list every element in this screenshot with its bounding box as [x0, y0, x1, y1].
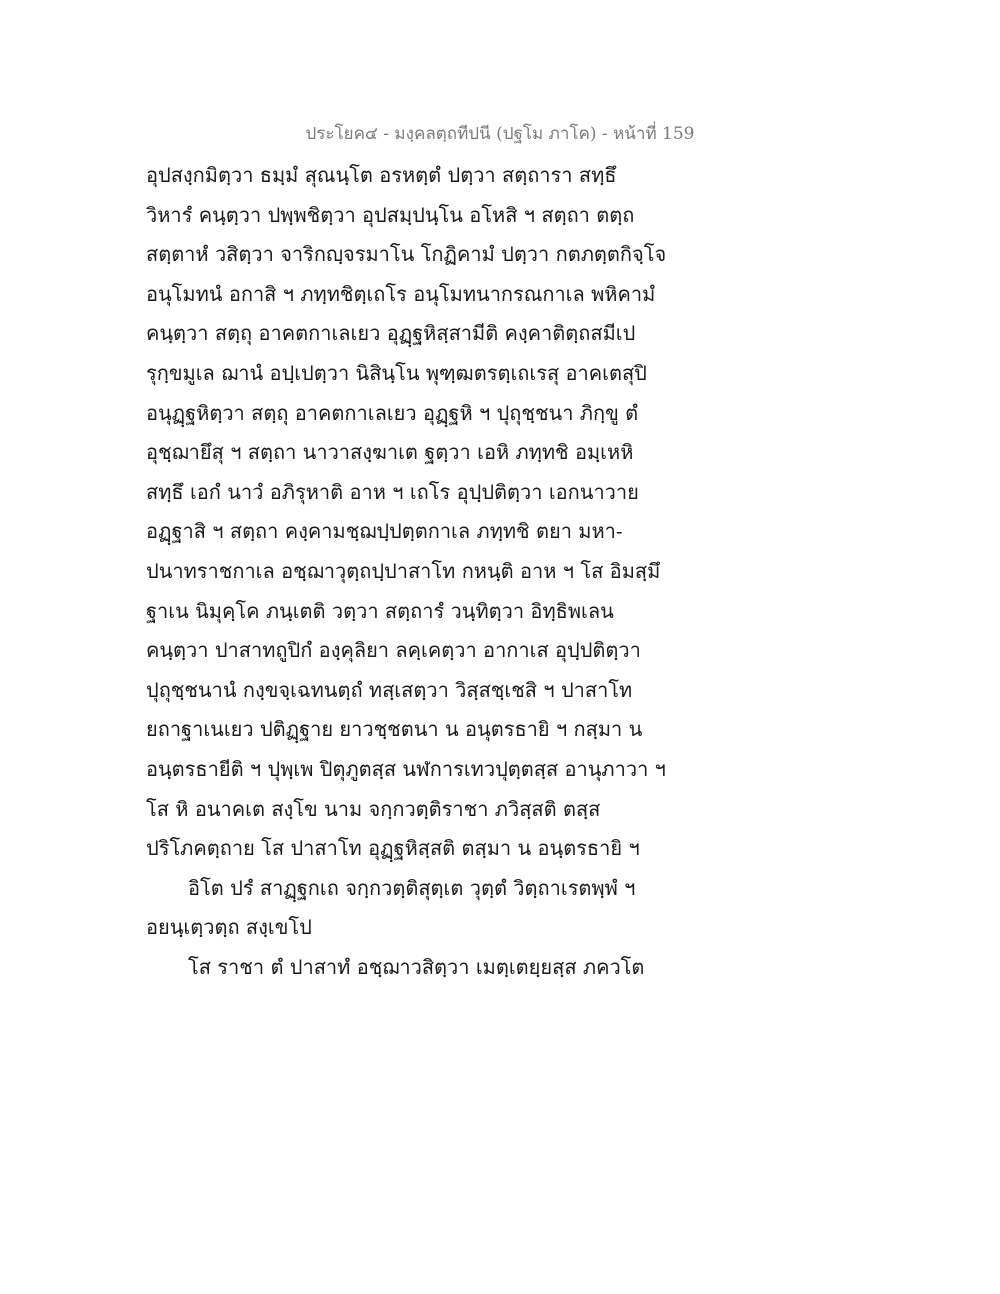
- text-line: สตฺตาหํ วสิตฺวา จาริกญฺจรมาโน โกฏิคามํ ปตฺวา กตภตฺตกิจฺโจ: [146, 242, 667, 267]
- text-line: คนฺตฺวา สตฺถุ อาคตกาเลเยว อุฏฺฐหิสฺสามีติ คงฺคาติตฺถสมีเป: [146, 321, 636, 346]
- text-line: อนฺตรธายีติ ฯ ปุพฺเพ ปิตุภูตสฺส นฬการเทวปุตฺตสฺส อานุภาวา ฯ: [146, 756, 666, 781]
- text-line: วิหารํ คนฺตฺวา ปพฺพชิตฺวา อุปสมฺปนฺโน อโหสิ ฯ สตฺถา ตตฺถ: [146, 202, 635, 227]
- body-text: [146, 156, 706, 987]
- text-line: อนุฏฺฐหิตฺวา สตฺถุ อาคตกาเลเยว อุฏฺฐหิ ฯ ปุถุชฺชนา ภิกฺขู ตํ: [146, 400, 639, 425]
- text-line: ปนาทราชกาเล อชฺฌาวุตฺถปฺปาสาโท กหนฺติ อาห ฯ โส อิมสฺมึ: [146, 558, 661, 583]
- text-line: ยถาฐาเนเยว ปติฏฺฐาย ยาวชฺชตนา น อนุตรธายิ ฯ กสฺมา น: [146, 717, 643, 742]
- text-line: อนุโมทนํ อกาสิ ฯ ภทฺทชิตฺเถโร อนุโมทนากรณกาเล พหิคามํ: [146, 281, 656, 306]
- text-line: อุปสงฺกมิตฺวา ธมฺมํ สุณนฺโต อรหตฺตํ ปตฺวา สตฺถารา สทฺธึ: [146, 163, 617, 187]
- text-line: รุกฺขมูเล ฌานํ อปฺเปตฺวา นิสินฺโน พุฑฺฒตรตฺเถเรสุ อาคเตสุปิ: [146, 360, 647, 385]
- text-line: อฏฺฐาสิ ฯ สตฺถา คงฺคามชฺฌปฺปตฺตกาเล ภทฺทชิ ตยา มหา-: [146, 519, 623, 544]
- paragraph-first-line: อิโต ปรํ สาฏฺฐกเถ จกฺกวตฺติสุตฺเต วุตฺตํ วิตฺถาเรตพฺพํ ฯ: [188, 875, 636, 900]
- running-header: ประโยค๔ - มงฺคลตฺถทีปนี (ปฐโม ภาโค) - หน้าที่ 159: [305, 124, 695, 144]
- paragraph-first-line: โส ราชา ตํ ปาสาทํ อชฺฌาวสิตฺวา เมตฺเตยฺยสฺส ภควโต: [188, 954, 645, 979]
- text-line: ปุถุชฺชนานํ กงฺขจฺเฉทนตฺถํ ทสฺเสตฺวา วิสฺสชฺเชสิ ฯ ปาสาโท: [146, 677, 633, 702]
- text-line: อยนฺเตฺวตฺถ สงฺเขโป: [146, 915, 312, 940]
- text-line: คนฺตฺวา ปาสาทถูปิกํ องฺคุลิยา ลคฺเคตฺวา อากาเส อุปฺปติตฺวา: [146, 638, 641, 663]
- text-line: ฐาเน นิมุคฺโค ภนฺเตติ วตฺวา สตฺถารํ วนฺทิตฺวา อิทฺธิพเลน: [146, 598, 614, 623]
- text-line: ปริโภคตฺถาย โส ปาสาโท อุฏฺฐหิสฺสติ ตสฺมา น อนฺตรธายิ ฯ: [146, 836, 640, 861]
- text-line: สทฺธึ เอกํ นาวํ อภิรุหาติ อาห ฯ เถโร อุปฺปติตฺวา เอกนาวาย: [146, 479, 639, 504]
- text-line: อุชฺฌายึสุ ฯ สตฺถา นาวาสงฺฆาเต ฐตฺวา เอหิ ภทฺทชิ อมฺเหหิ: [146, 440, 634, 465]
- text-line: โส หิ อนาคเต สงฺโข นาม จกฺกวตฺติราชา ภวิสฺสติ ตสฺส: [146, 796, 601, 821]
